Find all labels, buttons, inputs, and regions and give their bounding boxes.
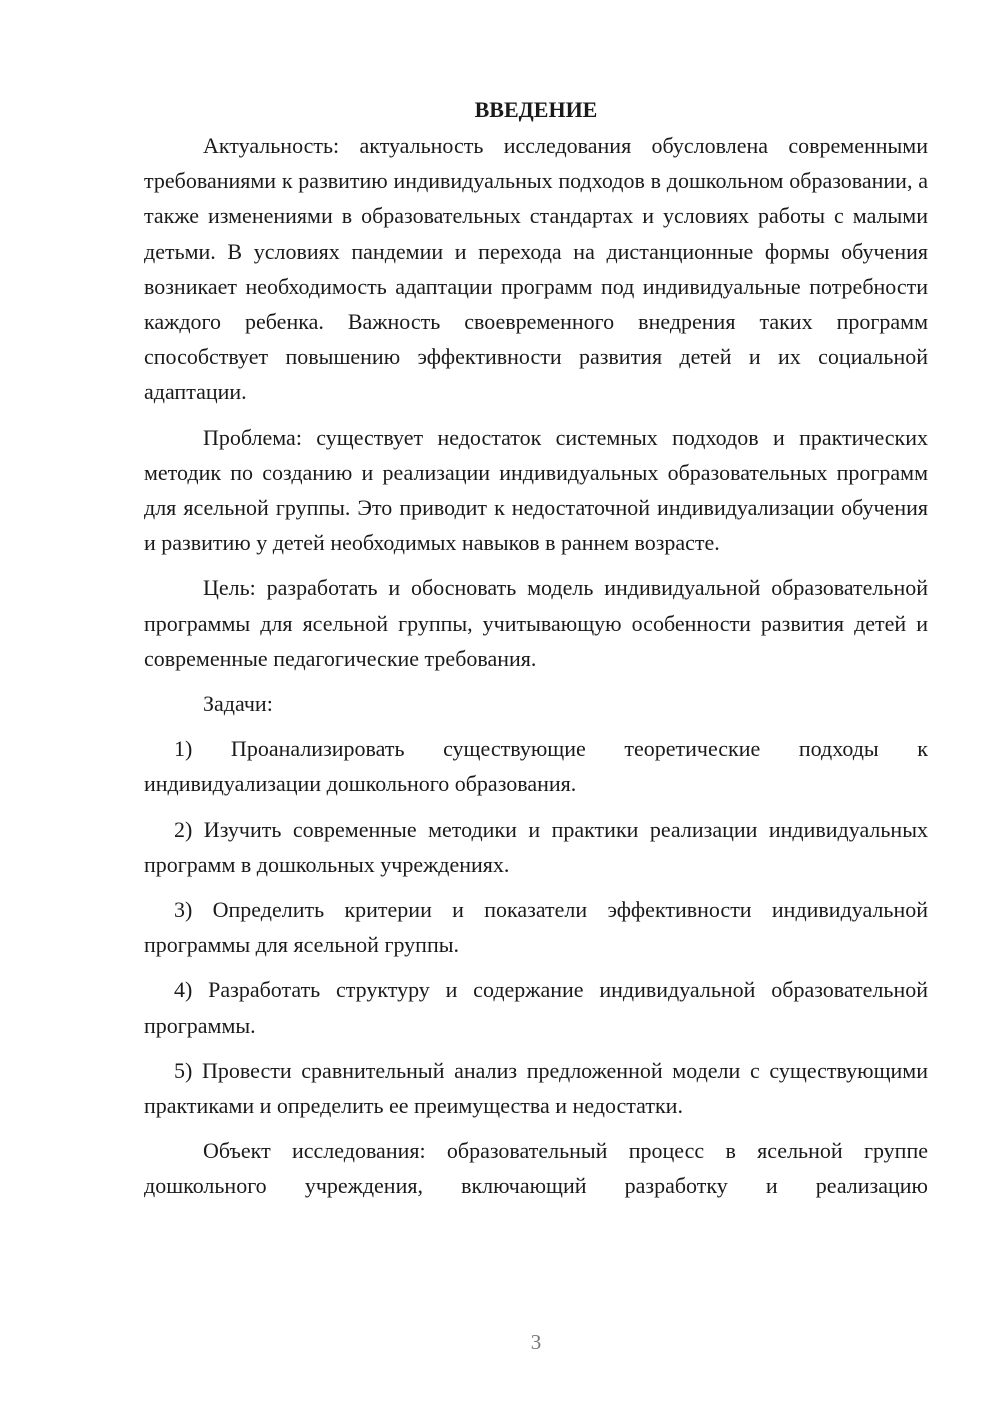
goal-paragraph: Цель: разработать и обосновать модель индивидуальной образовательной программы для ясельной группы, учитывающую особенности развития детей и современные педагогические требования. (144, 575, 928, 671)
object-paragraph: Объект исследования: образовательный процесс в ясельной группе дошкольного учреждения, включающий разработку и реализацию (144, 1138, 928, 1199)
relevance-paragraph: Актуальность: актуальность исследования обусловлена современными требованиями к развитию индивидуальных подходов в дошкольном образовании, а также изменениями в образовательных стандартах и условиях работы с малыми детьми. В условиях пандемии и перехода на дистанционные формы обучения возникает необходимость адаптации программ под индивидуальные потребности каждого ребенка. Важность своевременного внедрения таких программ способствует повышению эффективности развития детей и их социальной адаптации. (144, 133, 928, 405)
task-item-1: 1) Проанализировать существующие теоретические подходы к индивидуализации дошкольного образования. (144, 736, 928, 797)
problem-paragraph: Проблема: существует недостаток системных подходов и практических методик по созданию и реализации индивидуальных образовательных программ для ясельной группы. Это приводит к недостаточной индивидуализации обучения и развитию у детей необходимых навыков в раннем возрасте. (144, 424, 928, 556)
page-number: 3 (530, 1330, 542, 1354)
tasks-heading: Задачи: (203, 691, 273, 717)
task-item-4: 4) Разработать структуру и содержание индивидуальной образовательной программы. (144, 977, 928, 1038)
task-item-3: 3) Определить критерии и показатели эффективности индивидуальной программы для ясельной группы. (144, 897, 928, 958)
document-page (144, 92, 928, 1204)
task-item-2: 2) Изучить современные методики и практики реализации индивидуальных программ в дошкольных учреждениях. (144, 816, 928, 877)
task-item-5: 5) Провести сравнительный анализ предложенной модели с существующими практиками и определить ее преимущества и недостатки. (144, 1057, 928, 1119)
section-title: ВВЕДЕНИЕ (474, 97, 598, 122)
